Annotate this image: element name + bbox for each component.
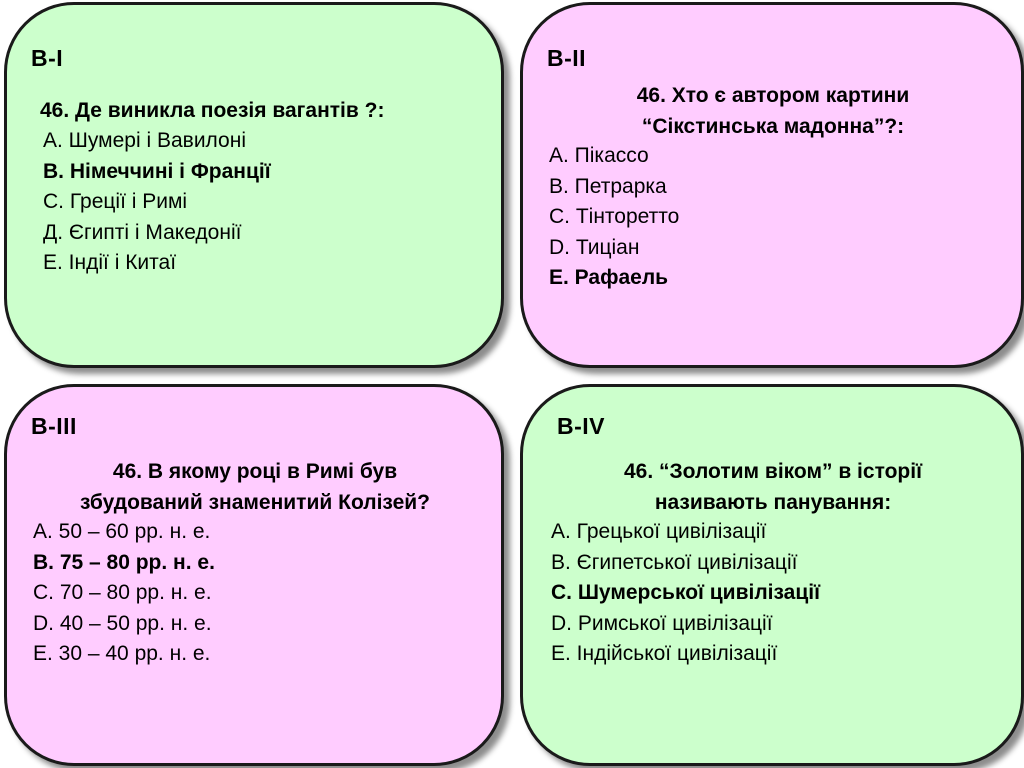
- variant-4-card: [520, 384, 1024, 766]
- variant-2-options: [549, 141, 679, 294]
- variant-2-question-line-2: “Сікстинська мадонна”?:: [641, 115, 905, 138]
- variant-2-option-a: А. Пікассо: [549, 144, 649, 167]
- variant-2-option-d: D. Тиціан: [549, 235, 640, 259]
- variant-4-option-d: D. Римської цивілізації: [551, 611, 773, 635]
- variant-3-option-d: D. 40 – 50 рр. н. е.: [33, 611, 212, 635]
- variant-1-option-d: Д. Єгипті і Македонії: [43, 220, 242, 244]
- variant-3-option-e: Е. 30 – 40 рр. н. е.: [33, 642, 211, 665]
- variant-2-card: [520, 2, 1024, 368]
- variant-4-question-line-1: 46. “Золотим віком” в історії: [624, 460, 922, 483]
- variant-1-option-a: А. Шумері і Вавилоні: [43, 129, 246, 152]
- variant-4-question-line-2: називають панування:: [654, 491, 892, 514]
- variant-4-option-b: В. Єгипетської цивілізації: [551, 550, 798, 574]
- variant-1-option-e: Е. Індії і Китаї: [43, 251, 177, 274]
- variant-4-option-c-correct: С. Шумерської цивілізації: [551, 581, 821, 604]
- variant-1-label: В-І: [31, 45, 64, 71]
- variant-4-option-a: А. Грецької цивілізації: [551, 520, 767, 543]
- variant-3-question-line-2: збудований знаменитий Колізей?: [80, 491, 430, 514]
- variant-3-card: [4, 384, 504, 766]
- variant-2-question: [543, 80, 1003, 142]
- variant-2-option-e-correct: Е. Рафаель: [549, 266, 669, 289]
- variant-1-options: [43, 126, 271, 279]
- variant-3-label: В-ІІІ: [31, 413, 77, 439]
- variant-4-options: [551, 517, 820, 670]
- variant-3-question: [17, 456, 493, 518]
- variant-3-option-b-correct: В. 75 – 80 рр. н. е.: [33, 550, 215, 574]
- variant-3-option-a: А. 50 – 60 рр. н. е.: [33, 520, 211, 543]
- variant-3-option-c: С. 70 – 80 рр. н. е.: [33, 581, 212, 604]
- variant-2-label: В-ІІ: [547, 45, 587, 71]
- variant-3-question-line-1: 46. В якому році в Римі був: [112, 460, 398, 483]
- variant-1-option-c: С. Греції і Римі: [43, 190, 188, 213]
- variant-1-question: 46. Де виникла поезія вагантів ?:: [40, 99, 385, 122]
- variant-4-option-e: Е. Індійської цивілізації: [551, 642, 778, 665]
- variant-1-card: [4, 2, 504, 368]
- variant-3-options: [33, 517, 215, 670]
- variant-2-option-c: С. Тінторетто: [549, 205, 680, 228]
- variant-4-label: В-ІV: [557, 413, 605, 439]
- variant-2-question-line-1: 46. Хто є автором картини: [636, 84, 910, 107]
- variant-4-question: [543, 456, 1003, 518]
- variant-2-option-b: В. Петрарка: [549, 174, 667, 198]
- variant-1-option-b-correct: В. Німеччині і Франції: [43, 159, 271, 183]
